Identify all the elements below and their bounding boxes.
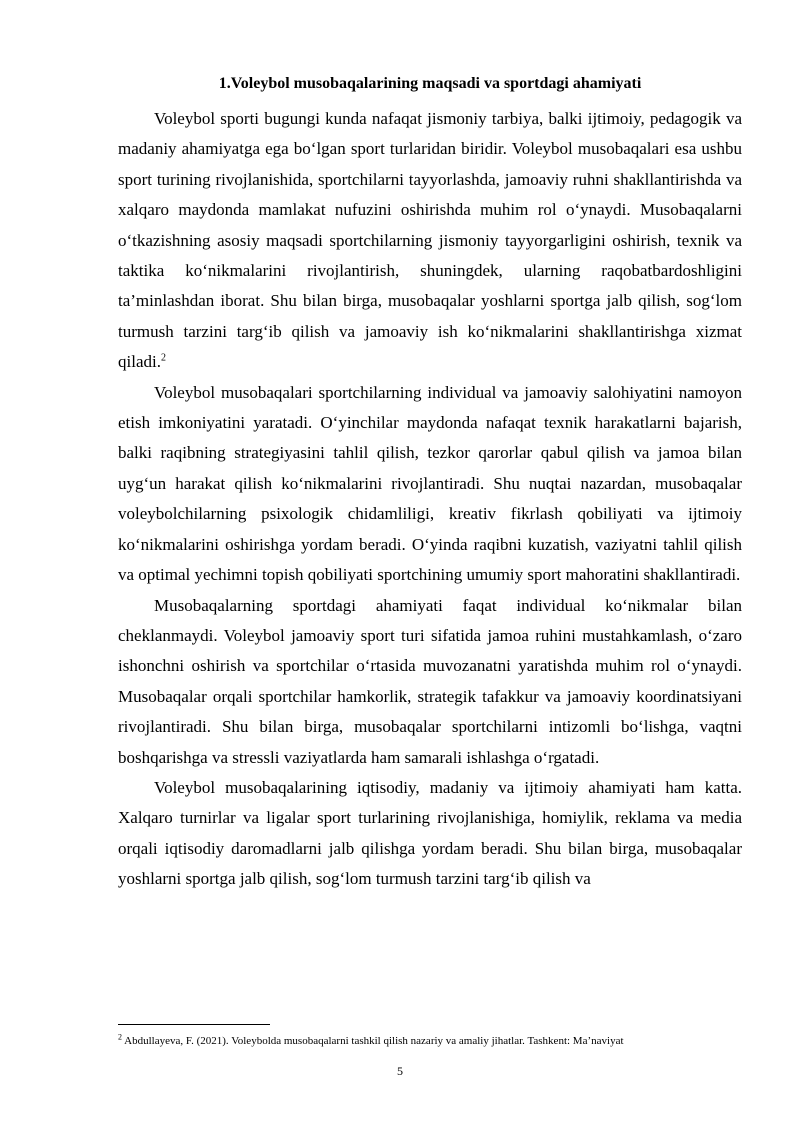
paragraph-4: Voleybol musobaqalarining iqtisodiy, madaniy va ijtimoiy ahamiyati ham katta. Xalqaro turnirlar va ligalar sport turlarining rivojlanishiga, homiylik, reklama va media orqali iqtisodiy daromadlarni jalb qilishga yordam beradi. Shu bilan birga, musobaqalar yoshlarni sportga jalb qilish, sog‘lom turmush tarzini targ‘ib qilish va [118, 777, 742, 889]
footnote-number: 2 [118, 1032, 122, 1042]
footnote-text: Abdullayeva, F. (2021). Voleybolda musobaqalarni tashkil qilish nazariy va amaliy jihatlar. Tashkent: Ma’naviyat [124, 1035, 624, 1047]
paragraph-1-text: Voleybol sporti bugungi kunda nafaqat jismoniy tarbiya, balki ijtimoiy, pedagogik va madaniy ahamiyatga ega bo‘lgan sport turlaridan biridir. Voleybol musobaqalari esa ushbu sport turining rivojlanishida, sportchilarni tayyorlashda, jamoaviy ruhni shakllantirishda va xalqaro maydonda mamlakat nufuzini oshirishda muhim rol o‘ynaydi. Musobaqalarni o‘tkazishning asosiy maqsadi sportchilarning jismoniy tayyorgarligini oshirish, texnik va taktika ko‘nikmalarini rivojlantirish, shuningdek, ularning raqobatbardoshligini ta’minlashdan iborat. Shu bilan birga, musobaqalar yoshlarni sportga jalb qilish, sog‘lom turmush tarzini targ‘ib qilish va jamoaviy ish ko‘nikmalarini shakllantirishga xizmat qiladi. [118, 109, 742, 372]
paragraph-3: Musobaqalarning sportdagi ahamiyati faqat individual ko‘nikmalar bilan cheklanmaydi. Voleybol jamoaviy sport turi sifatida jamoa ruhini mustahkamlash, o‘zaro ishonchni oshirish va sportchilar o‘rtasida muvozanatni yaratishda muhim rol o‘ynaydi. Musobaqalar orqali sportchilar hamkorlik, strategik tafakkur va jamoaviy koordinatsiyani rivojlantiradi. Shu bilan birga, musobaqalar sportchilarni intizomli bo‘lishga, vaqtni boshqarishga va stressli vaziyatlarda ham samarali ishlashga o‘rgatadi. [118, 595, 742, 767]
footnote-separator [118, 1024, 270, 1025]
page-number: 5 [397, 1064, 403, 1078]
paragraph-1 [118, 104, 742, 378]
footnote [118, 1033, 758, 1049]
footnote-reference[interactable]: 2 [160, 352, 166, 364]
section-heading: 1.Voleybol musobaqalarining maqsadi va sportdagi ahamiyati [218, 75, 642, 92]
body-text [118, 104, 742, 895]
paragraph-2: Voleybol musobaqalari sportchilarning individual va jamoaviy salohiyatini namoyon etish imkoniyatini yaratadi. O‘yinchilar maydonda nafaqat texnik harakatlarni bajarish, balki raqibning strategiyasini tahlil qilish, tezkor qarorlar qabul qilish va jamoa bilan uyg‘un harakat qilish ko‘nikmalarini rivojlantiradi. Shu nuqtai nazardan, musobaqalar voleybolchilarning psixologik chidamliligi, kreativ fikrlash qobiliyati va ijtimoiy ko‘nikmalarini oshirishga yordam beradi. O‘yinda raqibni kuzatish, vaziyatni tahlil qilish va optimal yechimni topish qobiliyati sportchining umumiy sport mahoratini shakllantiradi. [118, 382, 742, 585]
